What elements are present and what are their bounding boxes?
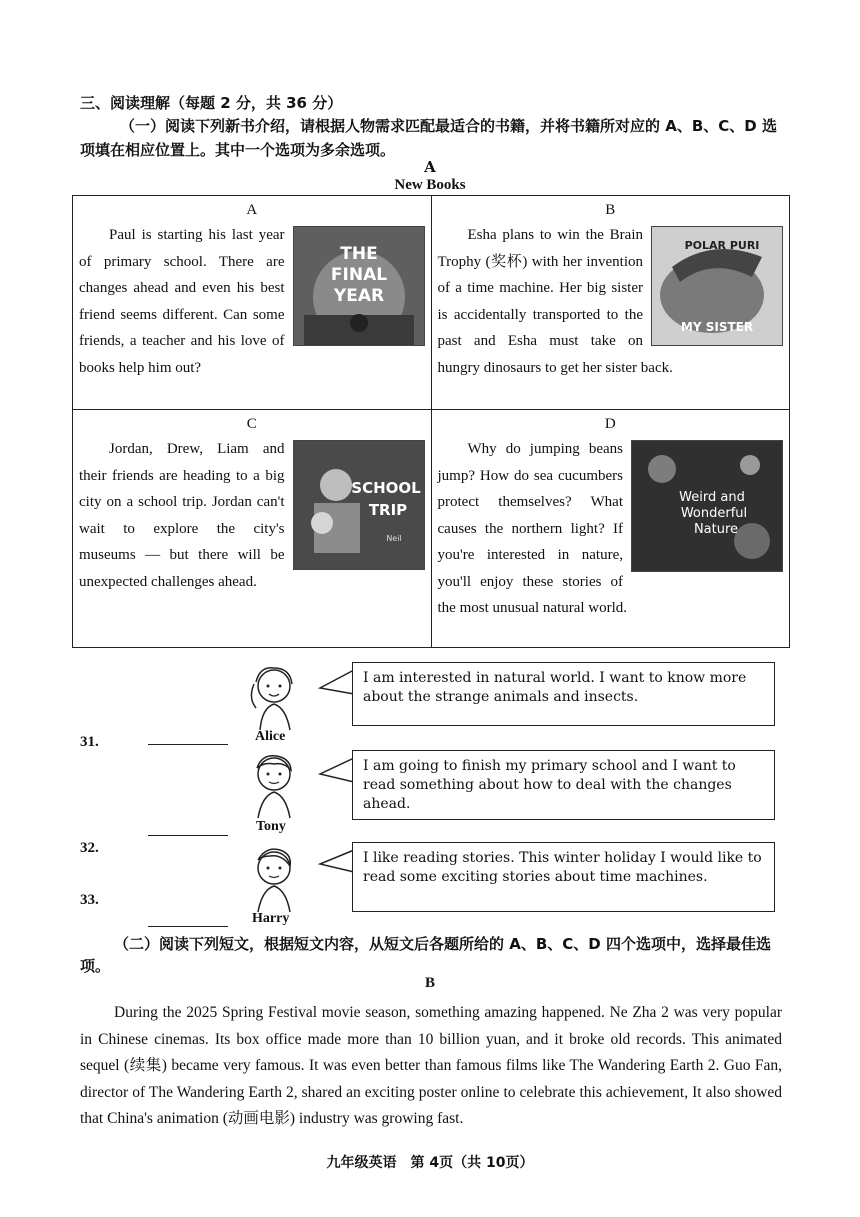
- book-cover-school-trip: [293, 440, 425, 570]
- book-description: Esha plans to win the Brain Trophy (奖杯) with her invention of a time machine. Her big sister is accidentally transported to the past and Esha must take on hungry dinosaurs to get her sister back.: [437, 227, 673, 376]
- question-number: 33.: [80, 892, 99, 908]
- book-description: Jordan, Drew, Liam and their friends are heading to a big city on a school trip. Jordan can't wait to explore the city's museums — but there will be unexpected challenges ahead.: [79, 441, 285, 590]
- svg-text:POLAR PURI: POLAR PURI: [684, 239, 760, 252]
- person-name: Harry: [252, 911, 290, 926]
- svg-text:Nature: Nature: [693, 522, 739, 537]
- person-name: Tony: [256, 819, 286, 834]
- svg-text:TRIP: TRIP: [368, 501, 407, 519]
- book-cover-dinosaur: [651, 226, 783, 346]
- alice-speech-bubble: I am interested in natural world. I want to know more about the strange animals and insects.: [352, 662, 775, 726]
- svg-text:Wonderful: Wonderful: [680, 506, 748, 521]
- svg-text:SCHOOL: SCHOOL: [350, 479, 421, 497]
- svg-text:Neil: Neil: [385, 534, 402, 543]
- answer-blank-33[interactable]: [148, 925, 228, 927]
- boy-illustration-icon: [244, 846, 304, 914]
- svg-text:YEAR: YEAR: [333, 286, 384, 306]
- page-footer: 九年级英语 第 4页（共 10页）: [326, 1155, 534, 1171]
- harry-speech-bubble: I like reading stories. This winter holiday I would like to read some exciting stories about time machines.: [352, 842, 775, 912]
- passage-b-text: During the 2025 Spring Festival movie season, something amazing happened. Ne Zha 2 was very popular in Chinese cinemas. Its box office made more than 10 billion yuan, and it broke old records. This animated sequel (续集) became very famous. It was even better than famous films like The Wandering Earth 2. Guo Fan, director of The Wandering Earth 2, shared an exciting poster online to celebrate this achievement, It also showed that China's animation (动画电影) industry was growing fast.: [80, 1004, 782, 1127]
- section-instruction: （一）阅读下列新书介绍，请根据人物需求匹配最适合的书籍，并将书籍所对应的 A、B、C、D 选项填在相应位置上。其中一个选项为多余选项。: [80, 117, 777, 159]
- answer-blank-31[interactable]: [148, 743, 228, 745]
- book-cell-d: [431, 410, 790, 648]
- section-title: 三、阅读理解（每题 2 分，共 36 分）: [80, 94, 343, 112]
- question-number: 31.: [80, 734, 99, 750]
- part-a-heading: New Books: [394, 177, 466, 193]
- book-letter: B: [605, 202, 616, 218]
- person-name: Alice: [255, 729, 286, 744]
- svg-text:Weird and: Weird and: [679, 490, 745, 505]
- book-description: Paul is starting his last year of primary school. There are changes ahead and even his best friend seems different. Can some friends, a teacher and his love of books help him out?: [79, 227, 285, 376]
- svg-text:MY SISTER: MY SISTER: [680, 320, 754, 334]
- part-a-letter: A: [424, 158, 436, 176]
- book-cover-final-year: [293, 226, 425, 346]
- question-number: 32.: [80, 840, 99, 856]
- book-letter: D: [604, 416, 616, 432]
- svg-text:FINAL: FINAL: [330, 265, 387, 285]
- book-cell-b: [431, 196, 790, 410]
- book-cell-c: [73, 410, 432, 648]
- passage-b-letter: B: [424, 975, 435, 991]
- book-cover-nature: [631, 440, 783, 572]
- tony-speech-bubble: I am going to finish my primary school and I want to read something about how to deal with the changes ahead.: [352, 750, 775, 820]
- book-letter: A: [246, 202, 258, 218]
- book-cell-a: [73, 196, 432, 410]
- book-letter: C: [246, 416, 257, 432]
- boy-illustration-icon: [244, 752, 304, 820]
- girl-illustration-icon: [244, 664, 304, 732]
- part-two-instruction: （二）阅读下列短文，根据短文内容，从短文后各题所给的 A、B、C、D 四个选项中，选择最佳选项。: [80, 935, 771, 975]
- book-description: Why do jumping beans jump? How do sea cucumbers protect themselves? What causes the northern light? If you're interested in nature, you'll enjoy these stories of the most unusual natural world.: [437, 441, 628, 616]
- answer-blank-32[interactable]: [148, 834, 228, 836]
- svg-text:THE: THE: [339, 244, 378, 264]
- new-books-table: [72, 195, 790, 648]
